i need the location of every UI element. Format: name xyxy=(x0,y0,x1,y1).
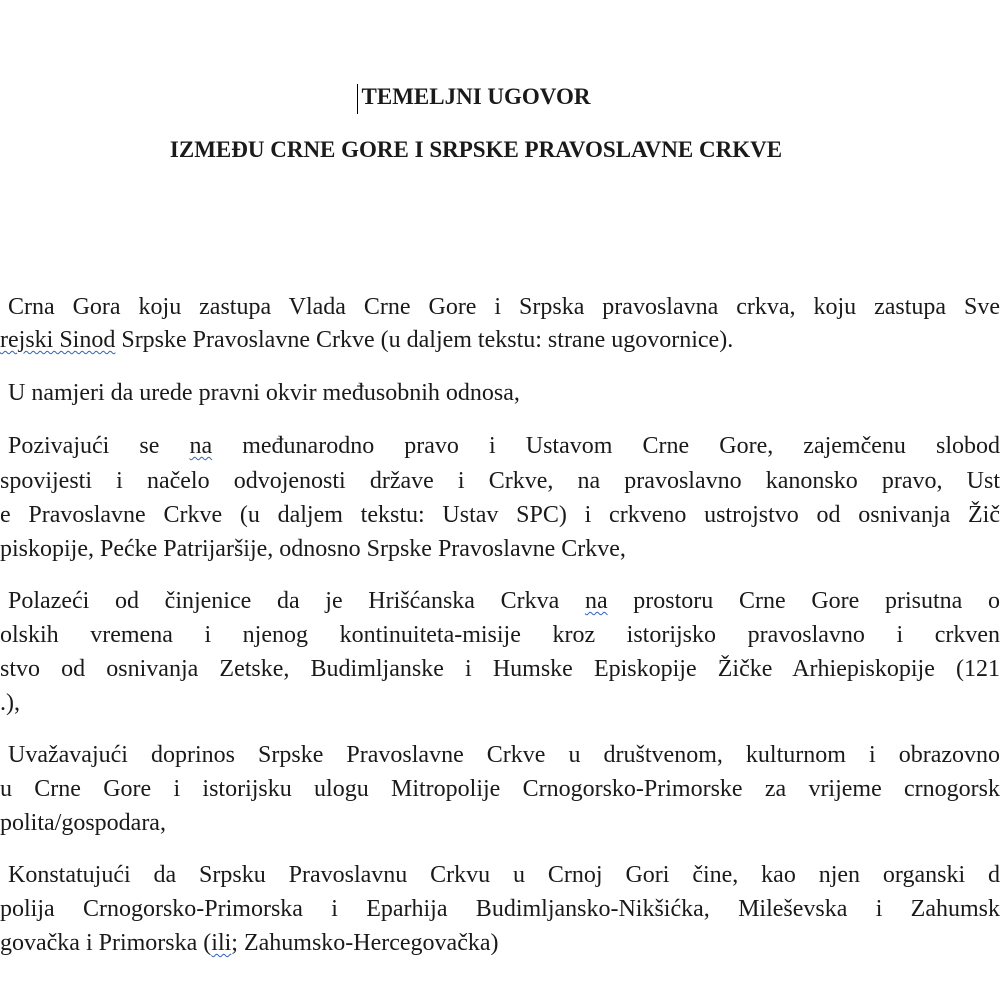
paragraph-line xyxy=(8,431,1000,461)
paragraph-line xyxy=(0,654,1000,684)
text-run: stvo od osnivanja Zetske, Budimljanske i Humske Episkopije Žičke Arhiepiskopije (121 xyxy=(0,656,1000,682)
text-run: Pozivajući se xyxy=(8,433,190,459)
paragraph-line xyxy=(0,928,499,958)
text-run: govačka i Primorska ( xyxy=(0,930,212,956)
text-run: e Pravoslavne Crkve (u daljem tekstu: Ustav SPC) i crkveno ustrojstvo od osnivanja Žič xyxy=(0,502,1000,528)
spellcheck-flagged-word[interactable]: rejski Sinod xyxy=(0,327,116,353)
text-run: polita/gospodara, xyxy=(0,810,166,836)
text-run: .), xyxy=(0,690,20,716)
paragraph-line xyxy=(0,325,733,355)
text-run: Crna Gora koju zastupa Vlada Crne Gore i Srpska pravoslavna crkva, koju zastupa Sve xyxy=(8,294,1000,320)
document-title: TEMELJNI UGOVOR xyxy=(361,84,591,109)
text-run: piskopije, Pećke Patrijaršije, odnosno Srpske Pravoslavne Crkve, xyxy=(0,536,626,562)
document-subtitle: IZMEĐU CRNE GORE I SRPSKE PRAVOSLAVNE CRKVE xyxy=(169,137,783,162)
text-run: Polazeći od činjenice da je Hrišćanska Crkva xyxy=(8,588,585,614)
text-run: prostoru Crne Gore prisutna o xyxy=(607,588,1000,614)
paragraph-line xyxy=(8,740,1000,770)
text-run: polija Crnogorsko-Primorska i Eparhija Budimljansko-Nikšićka, Mileševska i Zahumsk xyxy=(0,896,1000,922)
paragraph-line xyxy=(0,620,1000,650)
spellcheck-flagged-word[interactable]: na xyxy=(189,433,213,459)
paragraph-line xyxy=(8,586,1000,616)
paragraph-line xyxy=(0,534,626,564)
text-run: Konstatujući da Srpsku Pravoslavnu Crkvu u Crnoj Gori čine, kao njen organski d xyxy=(8,862,1000,888)
text-run: Srpske Pravoslavne Crkve (u daljem tekstu: strane ugovornice). xyxy=(115,327,734,353)
paragraph-line xyxy=(0,894,1000,924)
text-run: ; Zahumsko-Hercegovačka) xyxy=(231,930,499,956)
text-run: u Crne Gore i istorijsku ulogu Mitropolije Crnogorsko-Primorske za vrijeme crnogorsk xyxy=(0,776,1000,802)
text-run: Uvažavajući doprinos Srpske Pravoslavne Crkve u društvenom, kulturnom i obrazovno xyxy=(8,742,1000,768)
spellcheck-flagged-word[interactable]: ili xyxy=(211,930,232,956)
paragraph-line xyxy=(0,466,1000,496)
paragraph-line xyxy=(8,292,1000,322)
paragraph-line xyxy=(0,688,20,718)
paragraph-line xyxy=(8,378,520,408)
text-run: U namjeri da urede pravni okvir međusobnih odnosa, xyxy=(8,380,520,406)
paragraph-line xyxy=(8,860,1000,890)
paragraph-line xyxy=(0,774,1000,804)
text-run: međunarodno pravo i Ustavom Crne Gore, zajemčenu slobod xyxy=(212,433,1000,459)
paragraph-line xyxy=(0,808,166,838)
text-run: spovijesti i načelo odvojenosti države i Crkve, na pravoslavno kanonsko pravo, Ust xyxy=(0,468,1000,494)
spellcheck-flagged-word[interactable]: na xyxy=(584,588,608,614)
text-run: olskih vremena i njenog kontinuiteta-misije kroz istorijsko pravoslavno i crkven xyxy=(0,622,1000,648)
paragraph-line xyxy=(0,500,1000,530)
